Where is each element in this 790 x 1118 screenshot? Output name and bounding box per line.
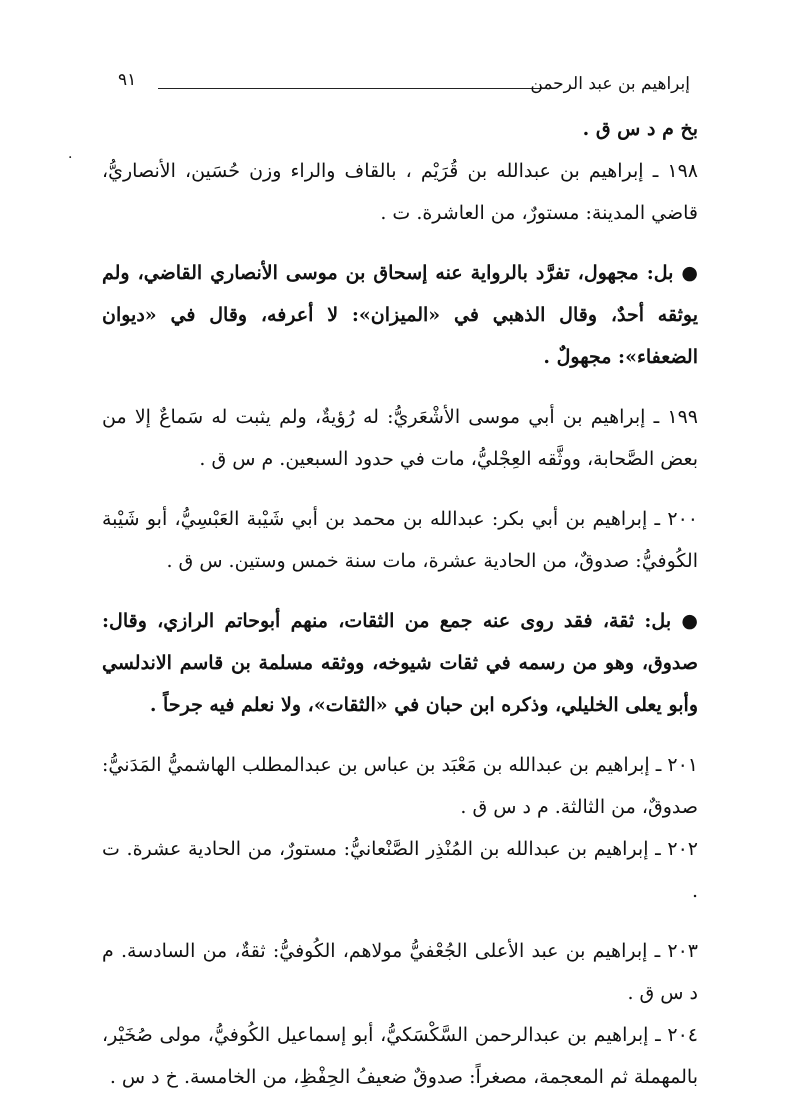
entry-203: ٢٠٣ ـ إبراهيم بن عبد الأعلى الجُعْفيُّ مولاهم، الكُوفيُّ: ثقةٌ، من السادسة. م د س ق . (102, 940, 698, 1004)
entry-204: ٢٠٤ ـ إبراهيم بن عبدالرحمن السَّكْسَكيُّ، أبو إسماعيل الكُوفيُّ، مولى صُخَيْر، بالمهملة ثم المعجمة، مصغراً: صدوقٌ ضعيفُ الحِفْظِ، من الخامسة. خ د س . (102, 1024, 698, 1088)
header-rule (158, 88, 540, 89)
entry-199: ١٩٩ ـ إبراهيم بن أبي موسى الأشْعَريُّ: له رُؤيةٌ، ولم يثبت له سَماعٌ إلا من بعض الصَّحابة، ووثَّقه العِجْليُّ، مات في حدود السبعين. م س ق . (102, 406, 698, 470)
entry-198: ١٩٨ ـ إبراهيم بن عبدالله بن قُرَيْم ، بالقاف والراء وزن حُسَين، الأنصاريُّ، قاضي المدينة: مستورٌ، من العاشرة. ت . (102, 160, 698, 224)
page-header (108, 68, 690, 98)
spacer (102, 726, 698, 744)
entry-200: ٢٠٠ ـ إبراهيم بن أبي بكر: عبدالله بن محمد بن أبي شَيْبة العَبْسِيُّ، أبو شَيْبة الكُوفيُّ: صدوقٌ، من الحادية عشرة، مات سنة خمس وستين. س ق . (102, 508, 698, 572)
spacer (102, 378, 698, 396)
commentary-198: ● بل: مجهول، تفرَّد بالرواية عنه إسحاق بن موسى الأنصاري القاضي، ولم يوثقه أحدٌ، وقال الذهبي في «الميزان»: لا أعرفه، وقال في «ديوان الضعفاء»: مجهولٌ . (102, 262, 698, 368)
entry-202: ٢٠٢ ـ إبراهيم بن عبدالله بن المُنْذِر الصَّنْعانيُّ: مستورٌ، من الحادية عشرة. ت . (102, 838, 698, 902)
running-title: إبراهيم بن عبد الرحمن (530, 74, 690, 94)
spacer (102, 912, 698, 930)
entry-sigla: بخ م د س ق . (582, 118, 698, 140)
page-body (102, 108, 698, 1098)
margin-dot: · (68, 150, 73, 166)
entry-201: ٢٠١ ـ إبراهيم بن عبدالله بن مَعْبَد بن عباس بن عبدالمطلب الهاشميُّ المَدَنيُّ: صدوقٌ، من الثالثة. م د س ق . (102, 754, 698, 818)
spacer (102, 234, 698, 252)
page-number: ٩١ (118, 70, 137, 90)
spacer (102, 480, 698, 498)
spacer (102, 582, 698, 600)
commentary-200: ● بل: ثقة، فقد روى عنه جمع من الثقات، منهم أبوحاتم الرازي، وقال: صدوق، وهو من رسمه في ثقات شيوخه، ووثقه مسلمة بن قاسم الاندلسي وأبو يعلى الخليلي، وذكره ابن حبان في «الثقات»، ولا نعلم فيه جرحاً . (102, 610, 698, 716)
